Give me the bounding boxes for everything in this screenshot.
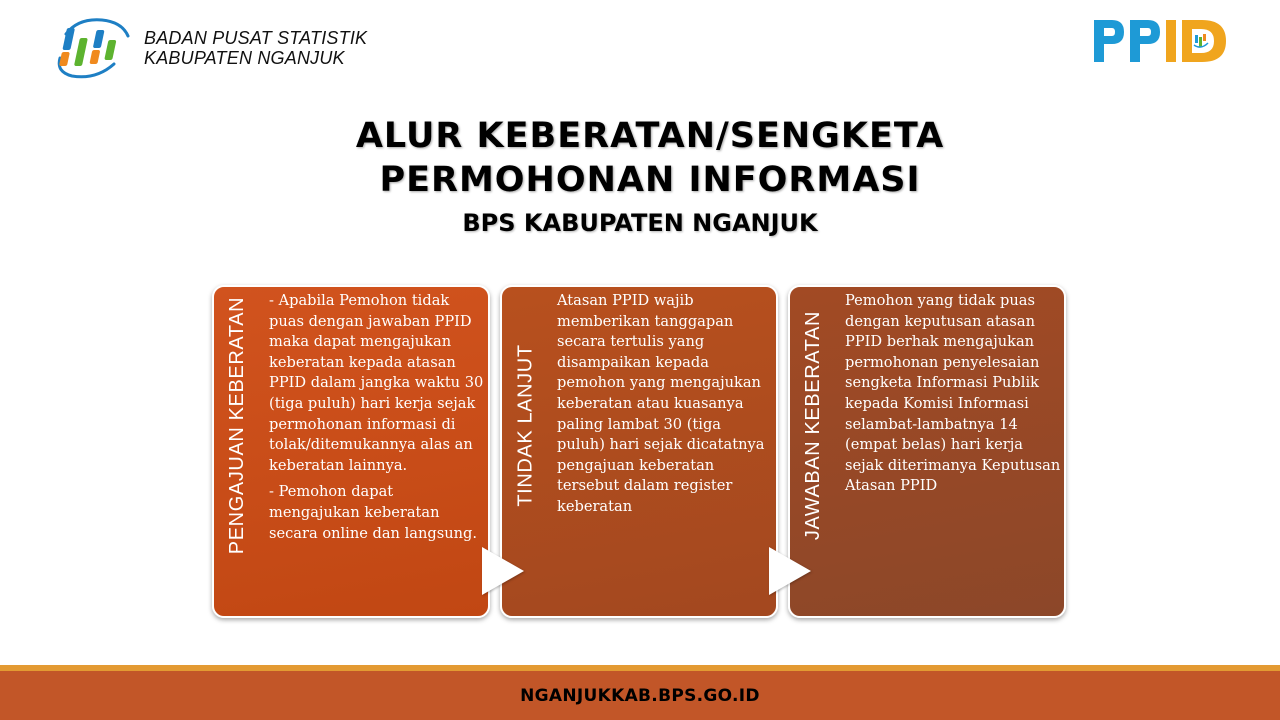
step-description [557,291,773,524]
step-label-text: TINDAK LANJUT [514,343,537,507]
step-paragraph: - Pemohon dapat mengajukan keberatan secara online dan langsung. [269,483,477,542]
arrow-right-icon [769,547,811,595]
process-step-pengajuan [212,285,490,618]
footer-website-url: NGANJUKKAB.BPS.GO.ID [520,685,760,706]
step-label-text: JAWABAN KEBERATAN [802,310,825,540]
step-label [506,295,546,555]
page-title-line2: PERMOHONAN INFORMASI [379,160,921,200]
org-name-line1: BADAN PUSAT STATISTIK [144,28,368,48]
process-step-tindak-lanjut [500,285,778,618]
organization-name [144,28,367,68]
arrow-right-icon [482,547,524,595]
process-step-jawaban [788,285,1066,618]
step-paragraph: - Apabila Pemohon tidak puas dengan jawaban PPID maka dapat mengajukan keberatan kepada atasan PPID dalam jangka waktu 30 (tiga puluh) hari kerja sejak permohonan informasi di tolak/ditemukannya alas an keberatan lainnya. [269,292,484,474]
step-label [218,295,258,555]
step-description [269,291,485,550]
page-title-line1: ALUR KEBERATAN/SENGKETA [355,116,945,156]
bps-logo-icon [52,14,134,80]
step-paragraph: Pemohon yang tidak puas dengan keputusan atasan PPID berhak mengajukan permohonan penyelesaian sengketa Informasi Publik kepada Komisi Informasi selambat-lambatnya 14 (empat belas) hari kerja sejak diterimanya Keputusan Atasan PPID [845,292,1061,495]
step-paragraph: Atasan PPID wajib memberikan tanggapan secara tertulis yang disampaikan kepada pemohon yang mengajukan keberatan atau kuasanya paling lambat 30 (tiga puluh) hari sejak dicatatnya pengajuan keberatan tersebut dalam register keberatan [557,292,765,515]
step-description [845,291,1061,503]
page-subtitle: BPS KABUPATEN NGANJUK [462,209,818,237]
org-name-line2: KABUPATEN NGANJUK [144,48,345,68]
ppid-logo-icon [1092,16,1228,64]
footer-bar [0,671,1280,720]
step-label [794,295,834,555]
step-label-text: PENGAJUAN KEBERATAN [226,296,249,554]
